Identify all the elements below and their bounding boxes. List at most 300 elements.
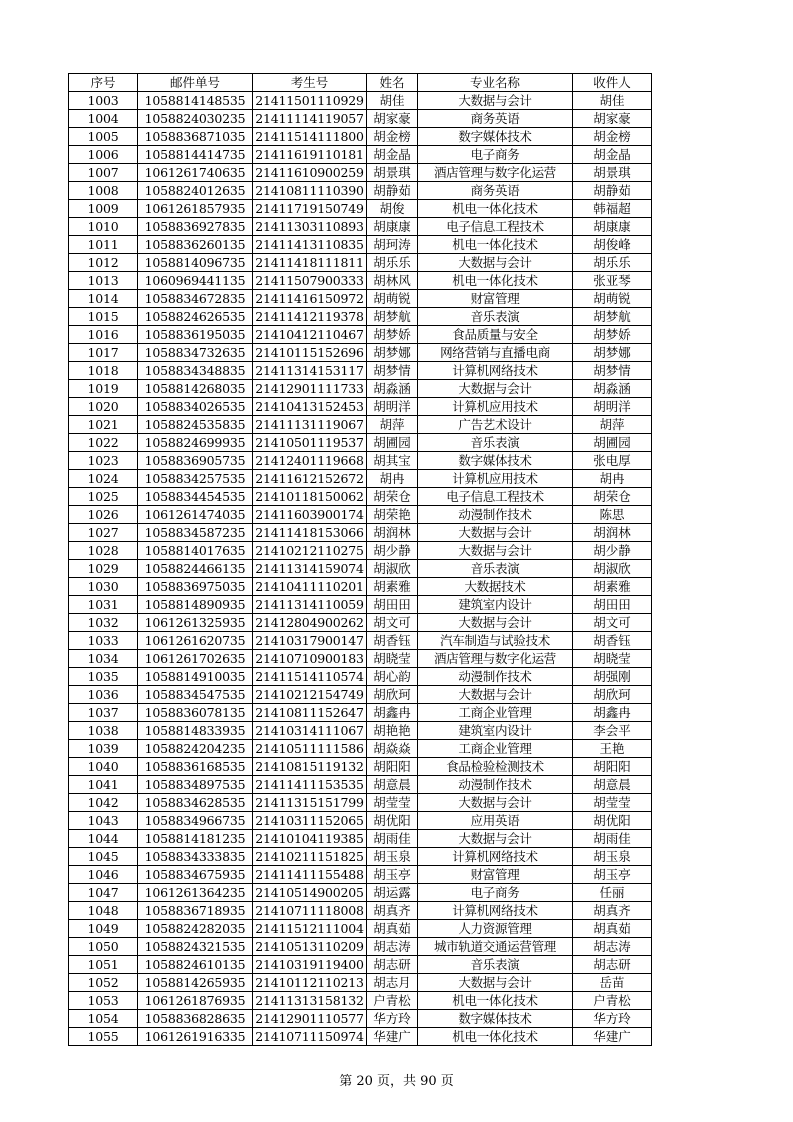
table-row — [69, 884, 652, 902]
table-row — [69, 938, 652, 956]
cell-tracking-number: 1058836260135 — [138, 236, 253, 254]
cell-exam-number: 21410711118008 — [253, 902, 367, 920]
cell-exam-number: 21410212154749 — [253, 686, 367, 704]
cell-major: 大数据与会计 — [418, 254, 573, 272]
cell-major: 食品质量与安全 — [418, 326, 573, 344]
page-footer: 第 20 页，共 90 页 — [339, 1074, 454, 1089]
cell-index: 1049 — [69, 920, 138, 938]
cell-index: 1005 — [69, 128, 138, 146]
table-row — [69, 110, 652, 128]
cell-name: 胡少静 — [367, 542, 418, 560]
cell-tracking-number: 1058836905735 — [138, 452, 253, 470]
cell-exam-number: 21410815119132 — [253, 758, 367, 776]
cell-recipient: 胡润林 — [573, 524, 652, 542]
cell-major: 大数据与会计 — [418, 686, 573, 704]
table-row — [69, 686, 652, 704]
cell-index: 1023 — [69, 452, 138, 470]
cell-recipient: 胡景琪 — [573, 164, 652, 182]
table-row — [69, 830, 652, 848]
cell-exam-number: 21410413152453 — [253, 398, 367, 416]
cell-name: 胡玉亭 — [367, 866, 418, 884]
cell-index: 1044 — [69, 830, 138, 848]
cell-recipient: 胡玉泉 — [573, 848, 652, 866]
cell-exam-number: 21411418111811 — [253, 254, 367, 272]
table-row — [69, 578, 652, 596]
cell-exam-number: 21410411110201 — [253, 578, 367, 596]
cell-index: 1007 — [69, 164, 138, 182]
cell-name: 胡意晨 — [367, 776, 418, 794]
table-row — [69, 668, 652, 686]
table-row — [69, 1010, 652, 1028]
cell-major: 财富管理 — [418, 866, 573, 884]
table-row — [69, 542, 652, 560]
cell-recipient: 胡梦娜 — [573, 344, 652, 362]
cell-index: 1028 — [69, 542, 138, 560]
cell-name: 胡真齐 — [367, 902, 418, 920]
cell-exam-number: 21410115152696 — [253, 344, 367, 362]
cell-major: 计算机网络技术 — [418, 362, 573, 380]
cell-major: 商务英语 — [418, 182, 573, 200]
table-row — [69, 704, 652, 722]
cell-recipient: 胡淑欣 — [573, 560, 652, 578]
cell-major: 动漫制作技术 — [418, 776, 573, 794]
cell-index: 1018 — [69, 362, 138, 380]
cell-index: 1047 — [69, 884, 138, 902]
table-row — [69, 488, 652, 506]
cell-major: 大数据与会计 — [418, 614, 573, 632]
cell-exam-number: 21411514110574 — [253, 668, 367, 686]
cell-tracking-number: 1058824626535 — [138, 308, 253, 326]
cell-major: 人力资源管理 — [418, 920, 573, 938]
table-row — [69, 452, 652, 470]
cell-index: 1031 — [69, 596, 138, 614]
table-row — [69, 416, 652, 434]
cell-major: 汽车制造与试验技术 — [418, 632, 573, 650]
cell-tracking-number: 1058834333835 — [138, 848, 253, 866]
cell-index: 1037 — [69, 704, 138, 722]
cell-exam-number: 21410710900183 — [253, 650, 367, 668]
cell-major: 城市轨道交通运营管理 — [418, 938, 573, 956]
cell-recipient: 韩福超 — [573, 200, 652, 218]
cell-name: 胡运露 — [367, 884, 418, 902]
cell-index: 1045 — [69, 848, 138, 866]
cell-tracking-number: 1058814268035 — [138, 380, 253, 398]
cell-exam-number: 21410319119400 — [253, 956, 367, 974]
cell-index: 1053 — [69, 992, 138, 1010]
cell-recipient: 胡鑫冉 — [573, 704, 652, 722]
cell-tracking-number: 1058836975035 — [138, 578, 253, 596]
cell-major: 机电一体化技术 — [418, 272, 573, 290]
table-row — [69, 614, 652, 632]
cell-name: 胡圃园 — [367, 434, 418, 452]
cell-recipient: 胡荣仓 — [573, 488, 652, 506]
cell-index: 1026 — [69, 506, 138, 524]
cell-recipient: 胡玉亭 — [573, 866, 652, 884]
cell-index: 1027 — [69, 524, 138, 542]
table-row — [69, 650, 652, 668]
cell-recipient: 华方玲 — [573, 1010, 652, 1028]
cell-name: 胡素雅 — [367, 578, 418, 596]
cell-name: 胡金晶 — [367, 146, 418, 164]
cell-tracking-number: 1061261857935 — [138, 200, 253, 218]
cell-tracking-number: 1058834026535 — [138, 398, 253, 416]
cell-index: 1030 — [69, 578, 138, 596]
cell-recipient: 胡静茹 — [573, 182, 652, 200]
cell-name: 胡林风 — [367, 272, 418, 290]
table-row — [69, 290, 652, 308]
cell-recipient: 胡圃园 — [573, 434, 652, 452]
cell-tracking-number: 1061261702635 — [138, 650, 253, 668]
cell-major: 计算机网络技术 — [418, 848, 573, 866]
cell-exam-number: 21411612152672 — [253, 470, 367, 488]
cell-exam-number: 21410314111067 — [253, 722, 367, 740]
cell-recipient: 岳苗 — [573, 974, 652, 992]
cell-recipient: 胡莹莹 — [573, 794, 652, 812]
cell-exam-number: 21411315151799 — [253, 794, 367, 812]
cell-exam-number: 21410514900205 — [253, 884, 367, 902]
cell-major: 应用英语 — [418, 812, 573, 830]
cell-major: 食品检验检测技术 — [418, 758, 573, 776]
cell-major: 数字媒体技术 — [418, 128, 573, 146]
cell-name: 胡晓莹 — [367, 650, 418, 668]
table-row — [69, 902, 652, 920]
cell-index: 1046 — [69, 866, 138, 884]
cell-exam-number: 21411412119378 — [253, 308, 367, 326]
table-row — [69, 308, 652, 326]
table-body — [69, 92, 652, 1046]
cell-recipient: 张电厚 — [573, 452, 652, 470]
cell-recipient: 胡少静 — [573, 542, 652, 560]
column-header-tracking-number: 邮件单号 — [138, 74, 253, 92]
table-row — [69, 740, 652, 758]
cell-tracking-number: 1058836718935 — [138, 902, 253, 920]
cell-exam-number: 21411619110181 — [253, 146, 367, 164]
table-row — [69, 272, 652, 290]
cell-name: 胡优阳 — [367, 812, 418, 830]
cell-index: 1051 — [69, 956, 138, 974]
cell-recipient: 胡田田 — [573, 596, 652, 614]
column-header-name: 姓名 — [367, 74, 418, 92]
cell-recipient: 胡金晶 — [573, 146, 652, 164]
cell-exam-number: 21411610900259 — [253, 164, 367, 182]
cell-name: 胡欣珂 — [367, 686, 418, 704]
cell-exam-number: 21411507900333 — [253, 272, 367, 290]
cell-major: 计算机应用技术 — [418, 470, 573, 488]
cell-exam-number: 21412901110577 — [253, 1010, 367, 1028]
table-row — [69, 200, 652, 218]
cell-exam-number: 21411514111800 — [253, 128, 367, 146]
cell-recipient: 任丽 — [573, 884, 652, 902]
cell-name: 胡艳艳 — [367, 722, 418, 740]
cell-name: 胡佳 — [367, 92, 418, 110]
cell-tracking-number: 1058824466135 — [138, 560, 253, 578]
cell-exam-number: 21410513110209 — [253, 938, 367, 956]
cell-tracking-number: 1058814414735 — [138, 146, 253, 164]
cell-recipient: 胡晓莹 — [573, 650, 652, 668]
cell-index: 1042 — [69, 794, 138, 812]
cell-index: 1010 — [69, 218, 138, 236]
cell-recipient: 胡阳阳 — [573, 758, 652, 776]
table-row — [69, 164, 652, 182]
cell-tracking-number: 1058834966735 — [138, 812, 253, 830]
cell-tracking-number: 1058814265935 — [138, 974, 253, 992]
cell-major: 大数据与会计 — [418, 524, 573, 542]
cell-recipient: 胡梦娇 — [573, 326, 652, 344]
table-row — [69, 920, 652, 938]
cell-index: 1019 — [69, 380, 138, 398]
table-row — [69, 146, 652, 164]
table-row — [69, 560, 652, 578]
table-row — [69, 974, 652, 992]
cell-name: 华方玲 — [367, 1010, 418, 1028]
cell-exam-number: 21411314153117 — [253, 362, 367, 380]
cell-tracking-number: 1058834587235 — [138, 524, 253, 542]
column-header-recipient: 收件人 — [573, 74, 652, 92]
cell-major: 网络营销与直播电商 — [418, 344, 573, 362]
cell-exam-number: 21410311152065 — [253, 812, 367, 830]
cell-name: 胡田田 — [367, 596, 418, 614]
cell-major: 广告艺术设计 — [418, 416, 573, 434]
cell-name: 胡康康 — [367, 218, 418, 236]
cell-exam-number: 21411501110929 — [253, 92, 367, 110]
cell-name: 胡家豪 — [367, 110, 418, 128]
cell-index: 1038 — [69, 722, 138, 740]
table-row — [69, 380, 652, 398]
cell-tracking-number: 1058814833935 — [138, 722, 253, 740]
cell-index: 1029 — [69, 560, 138, 578]
cell-name: 胡冉 — [367, 470, 418, 488]
cell-index: 1020 — [69, 398, 138, 416]
cell-index: 1017 — [69, 344, 138, 362]
table-row — [69, 128, 652, 146]
cell-major: 大数据与会计 — [418, 542, 573, 560]
cell-exam-number: 21411416150972 — [253, 290, 367, 308]
cell-exam-number: 21410511111586 — [253, 740, 367, 758]
cell-tracking-number: 1058814096735 — [138, 254, 253, 272]
cell-name: 胡阳阳 — [367, 758, 418, 776]
cell-exam-number: 21411418153066 — [253, 524, 367, 542]
cell-exam-number: 21410501119537 — [253, 434, 367, 452]
cell-tracking-number: 1058834348835 — [138, 362, 253, 380]
cell-major: 动漫制作技术 — [418, 506, 573, 524]
table-row — [69, 596, 652, 614]
cell-major: 机电一体化技术 — [418, 1028, 573, 1046]
cell-name: 胡乐乐 — [367, 254, 418, 272]
cell-recipient: 胡俊峰 — [573, 236, 652, 254]
cell-major: 酒店管理与数字化运营 — [418, 164, 573, 182]
cell-index: 1012 — [69, 254, 138, 272]
cell-tracking-number: 1058836828635 — [138, 1010, 253, 1028]
cell-name: 胡萍 — [367, 416, 418, 434]
cell-recipient: 李会平 — [573, 722, 652, 740]
cell-exam-number: 21411512111004 — [253, 920, 367, 938]
cell-major: 机电一体化技术 — [418, 200, 573, 218]
cell-tracking-number: 1058836195035 — [138, 326, 253, 344]
cell-tracking-number: 1058834628535 — [138, 794, 253, 812]
cell-tracking-number: 1058824204235 — [138, 740, 253, 758]
cell-name: 胡明洋 — [367, 398, 418, 416]
cell-tracking-number: 1058836871035 — [138, 128, 253, 146]
cell-index: 1033 — [69, 632, 138, 650]
cell-recipient: 胡强刚 — [573, 668, 652, 686]
table-row — [69, 218, 652, 236]
table-row — [69, 326, 652, 344]
cell-name: 胡静茹 — [367, 182, 418, 200]
table-row — [69, 236, 652, 254]
column-header-index: 序号 — [69, 74, 138, 92]
cell-major: 大数据与会计 — [418, 794, 573, 812]
cell-major: 建筑室内设计 — [418, 596, 573, 614]
cell-exam-number: 21410211151825 — [253, 848, 367, 866]
table-row — [69, 398, 652, 416]
cell-tracking-number: 1058814890935 — [138, 596, 253, 614]
cell-exam-number: 21411411155488 — [253, 866, 367, 884]
cell-recipient: 胡素雅 — [573, 578, 652, 596]
cell-exam-number: 21412401119668 — [253, 452, 367, 470]
cell-tracking-number: 1058834257535 — [138, 470, 253, 488]
cell-index: 1004 — [69, 110, 138, 128]
cell-tracking-number: 1058834732635 — [138, 344, 253, 362]
cell-tracking-number: 1061261876935 — [138, 992, 253, 1010]
cell-index: 1055 — [69, 1028, 138, 1046]
cell-major: 计算机网络技术 — [418, 902, 573, 920]
cell-index: 1013 — [69, 272, 138, 290]
cell-recipient: 胡志研 — [573, 956, 652, 974]
cell-recipient: 张亚琴 — [573, 272, 652, 290]
cell-tracking-number: 1058834454535 — [138, 488, 253, 506]
cell-major: 工商企业管理 — [418, 740, 573, 758]
cell-major: 商务英语 — [418, 110, 573, 128]
cell-exam-number: 21410811152647 — [253, 704, 367, 722]
cell-major: 电子商务 — [418, 146, 573, 164]
cell-major: 音乐表演 — [418, 434, 573, 452]
cell-recipient: 胡优阳 — [573, 812, 652, 830]
cell-major: 数字媒体技术 — [418, 1010, 573, 1028]
table-row — [69, 362, 652, 380]
cell-name: 胡梦航 — [367, 308, 418, 326]
cell-recipient: 胡萍 — [573, 416, 652, 434]
table-row — [69, 848, 652, 866]
cell-tracking-number: 1058814910035 — [138, 668, 253, 686]
cell-major: 动漫制作技术 — [418, 668, 573, 686]
cell-index: 1006 — [69, 146, 138, 164]
cell-recipient: 胡意晨 — [573, 776, 652, 794]
cell-tracking-number: 1058814148535 — [138, 92, 253, 110]
cell-major: 数字媒体技术 — [418, 452, 573, 470]
cell-name: 胡淑欣 — [367, 560, 418, 578]
cell-exam-number: 21410317900147 — [253, 632, 367, 650]
cell-tracking-number: 1060969441135 — [138, 272, 253, 290]
cell-name: 胡心韵 — [367, 668, 418, 686]
table-row — [69, 758, 652, 776]
cell-index: 1014 — [69, 290, 138, 308]
cell-name: 胡梦情 — [367, 362, 418, 380]
table-row — [69, 470, 652, 488]
cell-exam-number: 21411411153535 — [253, 776, 367, 794]
cell-index: 1035 — [69, 668, 138, 686]
cell-index: 1021 — [69, 416, 138, 434]
cell-recipient: 华建广 — [573, 1028, 652, 1046]
cell-major: 机电一体化技术 — [418, 236, 573, 254]
cell-index: 1003 — [69, 92, 138, 110]
cell-major: 电子商务 — [418, 884, 573, 902]
cell-major: 音乐表演 — [418, 560, 573, 578]
cell-recipient: 胡乐乐 — [573, 254, 652, 272]
cell-major: 电子信息工程技术 — [418, 218, 573, 236]
table-row — [69, 722, 652, 740]
cell-major: 大数据与会计 — [418, 380, 573, 398]
cell-index: 1052 — [69, 974, 138, 992]
cell-recipient: 户青松 — [573, 992, 652, 1010]
cell-recipient: 胡文可 — [573, 614, 652, 632]
cell-index: 1043 — [69, 812, 138, 830]
cell-exam-number: 21411314110059 — [253, 596, 367, 614]
cell-tracking-number: 1058824610135 — [138, 956, 253, 974]
cell-tracking-number: 1058834672835 — [138, 290, 253, 308]
table-row — [69, 866, 652, 884]
cell-recipient: 胡雨佳 — [573, 830, 652, 848]
cell-tracking-number: 1061261620735 — [138, 632, 253, 650]
cell-tracking-number: 1061261916335 — [138, 1028, 253, 1046]
table-row — [69, 344, 652, 362]
cell-index: 1032 — [69, 614, 138, 632]
cell-exam-number: 21411114119057 — [253, 110, 367, 128]
cell-major: 建筑室内设计 — [418, 722, 573, 740]
cell-index: 1025 — [69, 488, 138, 506]
cell-tracking-number: 1058814017635 — [138, 542, 253, 560]
cell-tracking-number: 1058836927835 — [138, 218, 253, 236]
cell-index: 1016 — [69, 326, 138, 344]
table-row — [69, 434, 652, 452]
cell-index: 1039 — [69, 740, 138, 758]
cell-index: 1041 — [69, 776, 138, 794]
cell-tracking-number: 1058824282035 — [138, 920, 253, 938]
cell-tracking-number: 1061261325935 — [138, 614, 253, 632]
cell-major: 大数据技术 — [418, 578, 573, 596]
cell-recipient: 胡欣珂 — [573, 686, 652, 704]
cell-index: 1022 — [69, 434, 138, 452]
table-row — [69, 632, 652, 650]
cell-exam-number: 21410412110467 — [253, 326, 367, 344]
cell-recipient: 胡真齐 — [573, 902, 652, 920]
cell-name: 胡萌锐 — [367, 290, 418, 308]
table-header-row — [69, 74, 652, 92]
cell-major: 大数据与会计 — [418, 830, 573, 848]
cell-name: 胡文可 — [367, 614, 418, 632]
cell-major: 大数据与会计 — [418, 92, 573, 110]
cell-recipient: 胡金榜 — [573, 128, 652, 146]
cell-name: 胡玉泉 — [367, 848, 418, 866]
cell-tracking-number: 1058824535835 — [138, 416, 253, 434]
cell-index: 1054 — [69, 1010, 138, 1028]
cell-name: 胡香钰 — [367, 632, 418, 650]
cell-recipient: 胡淼涵 — [573, 380, 652, 398]
cell-recipient: 胡明洋 — [573, 398, 652, 416]
table-row — [69, 524, 652, 542]
cell-tracking-number: 1061261740635 — [138, 164, 253, 182]
cell-tracking-number: 1058824321535 — [138, 938, 253, 956]
cell-name: 胡其宝 — [367, 452, 418, 470]
cell-recipient: 胡冉 — [573, 470, 652, 488]
cell-name: 胡志研 — [367, 956, 418, 974]
table-row — [69, 776, 652, 794]
cell-exam-number: 21411719150749 — [253, 200, 367, 218]
cell-index: 1040 — [69, 758, 138, 776]
column-header-exam-number: 考生号 — [253, 74, 367, 92]
cell-tracking-number: 1061261474035 — [138, 506, 253, 524]
cell-tracking-number: 1058836168535 — [138, 758, 253, 776]
cell-name: 胡真茹 — [367, 920, 418, 938]
